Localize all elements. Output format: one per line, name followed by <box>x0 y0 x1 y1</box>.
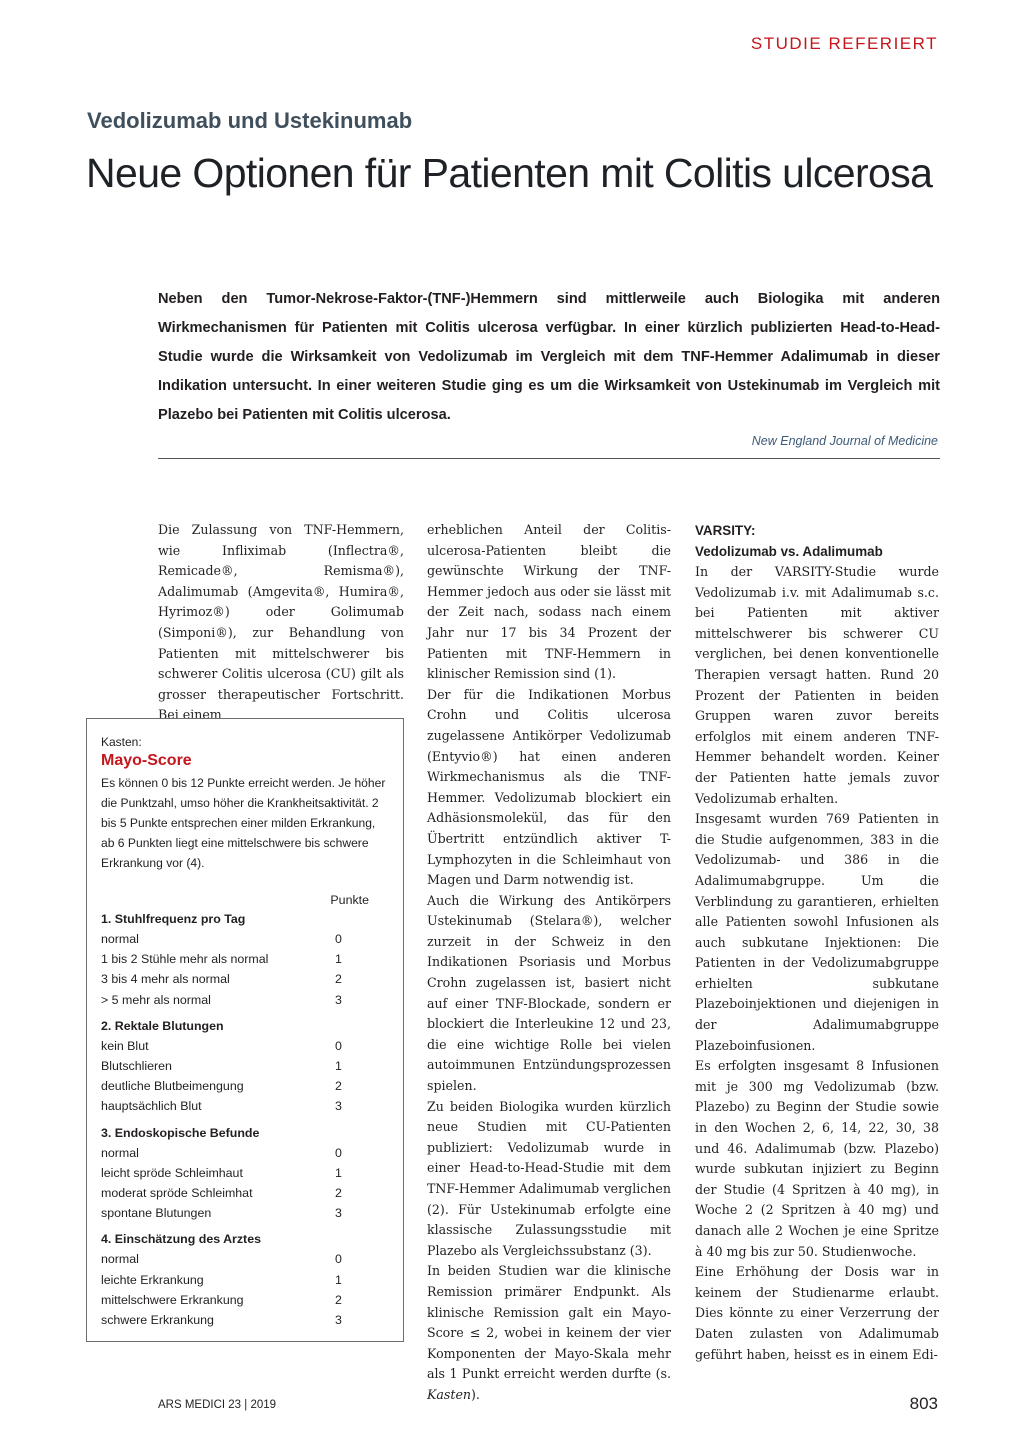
score-row-label: 3 bis 4 mehr als normal <box>101 972 230 987</box>
article-title: Neue Optionen für Patienten mit Colitis ulcerosa <box>86 150 933 196</box>
score-category-title: 4. Einschätzung des Arztes <box>101 1232 261 1247</box>
score-row-label: mittelschwere Erkrankung <box>101 1292 244 1307</box>
score-table <box>101 909 389 1330</box>
score-row <box>101 969 389 989</box>
score-row-label: hauptsächlich Blut <box>101 1099 202 1114</box>
section-label: STUDIE REFERIERT <box>750 34 938 53</box>
score-row-label: Blutschlieren <box>101 1059 172 1074</box>
score-row-label: schwere Erkrankung <box>101 1313 214 1328</box>
box-reference: Kasten <box>427 1386 472 1402</box>
paragraph: In der VARSITY-Studie wurde Vedolizumab i.v. mit Adalimumab s.c. bei Patienten mit aktiver mittelschwerer bis schwerer CU verglichen, bei denen konventionelle Therapien versagt hatten. Rund 20 Prozent der Patienten in beiden Gruppen waren zuvor bereits erfolglos mit einem anderen TNF-Hemmer behandelt worden. Keiner der Patienten hatte jemals zuvor Vedolizumab erhalten. <box>695 564 939 806</box>
score-row <box>101 1056 389 1076</box>
score-row-points: 1 <box>335 1165 342 1180</box>
score-row-label: 1 bis 2 Stühle mehr als normal <box>101 952 269 967</box>
score-row <box>101 1310 389 1330</box>
score-row <box>101 1203 389 1223</box>
subheading: Vedolizumab vs. Adalimumab <box>695 544 883 559</box>
box-label: Kasten: <box>101 735 142 749</box>
score-row-points: 2 <box>335 1079 342 1094</box>
score-row-label: leicht spröde Schleimhaut <box>101 1165 243 1180</box>
subheading: VARSITY: <box>695 523 756 538</box>
score-row-points: 0 <box>335 1252 342 1267</box>
score-row <box>101 949 389 969</box>
article-kicker: Vedolizumab und Ustekinumab <box>87 108 413 133</box>
text-column-1 <box>158 520 404 726</box>
score-row-points: 1 <box>335 1059 342 1074</box>
mayo-score-box <box>86 718 404 1342</box>
score-row-points: 2 <box>335 1292 342 1307</box>
score-row-label: normal <box>101 1145 139 1160</box>
score-row <box>101 1143 389 1163</box>
score-row-points: 0 <box>335 932 342 946</box>
score-row-points: 2 <box>335 972 342 987</box>
score-category-title: 3. Endoskopische Befunde <box>101 1125 260 1140</box>
text-column-2 <box>427 520 671 1406</box>
score-row <box>101 1290 389 1310</box>
paragraph <box>427 1261 671 1405</box>
page-number: 803 <box>909 1394 938 1413</box>
score-row <box>101 1270 389 1290</box>
paragraph: Eine Erhöhung der Dosis war in keinem der Studienarme erlaubt. Dies könnte zu einer Verzerrung der Daten zulasten von Adalimumab geführt haben, heisst es in einem Edi- <box>695 1264 939 1362</box>
score-row-label: normal <box>101 932 139 946</box>
score-row-points: 3 <box>335 1099 342 1114</box>
score-row-points: 3 <box>335 992 342 1007</box>
paragraph: Es erfolgten insgesamt 8 Infusionen mit je 300 mg Vedolizumab (bzw. Plazebo) zu Beginn der Studie sowie in den Wochen 2, 6, 14, 22, 30, 38 und 46. Adalimumab (bzw. Plazebo) wurde subkutan injiziert zu Beginn der Studie (4 Spritzen à 40 mg), in Woche 2 (2 Spritzen à 40 mg) und danach alle 2 Wochen je eine Spritze à 40 mg bis zur 50. Studienwoche. <box>695 1058 939 1259</box>
score-row-label: spontane Blutungen <box>101 1206 212 1221</box>
paragraph-text: ). <box>471 1386 480 1402</box>
box-intro: Es können 0 bis 12 Punkte erreicht werden. Je höher die Punktzahl, umso höher die Krankheitsaktivität. 2 bis 5 Punkte entsprechen einer milden Erkrankung, ab 6 Punkten liegt eine mittelschwere bis schwere Erkrankung vor (4). <box>101 776 386 870</box>
footer-journal: ARS MEDICI 23 | 2019 <box>158 1399 277 1411</box>
text-column-3 <box>695 520 939 1365</box>
score-row-label: moderat spröde Schleimhat <box>101 1186 253 1201</box>
score-row-points: 1 <box>335 952 342 967</box>
score-row-points: 2 <box>335 1186 342 1201</box>
score-category <box>101 1123 389 1224</box>
score-row-label: normal <box>101 1252 139 1267</box>
score-row <box>101 1096 389 1116</box>
paragraph: Die Zulassung von TNF-Hemmern, wie Infliximab (Inflectra®, Remicade®, Remisma®), Adalimumab (Amgevita®, Humira®, Hyrimoz®) oder Golimumab (Simponi®), zur Behandlung von Patienten mit mittelschwerer bis schwerer Colitis ulcerosa (CU) gilt als grosser therapeutischer Fortschritt. Bei einem <box>158 522 404 723</box>
score-row-points: 0 <box>335 1038 342 1053</box>
score-category <box>101 1016 389 1117</box>
score-row-points: 0 <box>335 1145 342 1160</box>
score-row-label: kein Blut <box>101 1038 149 1053</box>
score-row <box>101 990 389 1010</box>
paragraph: Auch die Wirkung des Antikörpers Ustekinumab (Stelara®), welcher zurzeit in der Schweiz in den Indikationen Psoriasis und Morbus Crohn zugelassen ist, basiert nicht auf einer TNF-Blockade, sondern er blockiert die Interleukine 12 und 23, die eine wichtige Rolle bei vielen autoimmunen Entzündungsprozessen spielen. <box>427 892 671 1094</box>
paragraph-text: In beiden Studien war die klinische Remission primärer Endpunkt. Als klinische Remission galt ein Mayo-Score ≤ 2, wobei in keinem der vier Komponenten der Mayo-Skala mehr als 1 Punkt erreicht werden durfte (s. <box>427 1263 671 1382</box>
score-row <box>101 1076 389 1096</box>
article-lead: Neben den Tumor-Nekrose-Faktor-(TNF-)Hemmern sind mittlerweile auch Biologika mit anderen Wirkmechanismen für Patienten mit Colitis ulcerosa verfügbar. In einer kürzlich publizierten Head-to-Head-Studie wurde die Wirksamkeit von Vedolizumab im Vergleich mit dem TNF-Hemmer Adalimumab in dieser Indikation untersucht. In einer weiteren Studie ging es um die Wirksamkeit von Ustekinumab im Vergleich mit Plazebo bei Patienten mit Colitis ulcerosa. <box>158 291 940 423</box>
box-title: Mayo-Score <box>101 752 192 769</box>
score-category-title: 1. Stuhlfrequenz pro Tag <box>101 912 246 926</box>
score-row-label: leichte Erkrankung <box>101 1272 204 1287</box>
score-row-points: 3 <box>335 1313 342 1328</box>
paragraph: Der für die Indikationen Morbus Crohn und Colitis ulcerosa zugelassene Antikörper Vedolizumab (Entyvio®) hat einen anderen Wirkmechanismus als die TNF-Hemmer. Vedolizumab blockiert ein Adhäsionsmolekül, das für den Übertritt entzündlich aktiver T-Lymphozyten in die Schleimhaut von Magen und Darm notwendig ist. <box>427 686 671 888</box>
score-row-points: 1 <box>335 1272 342 1287</box>
score-row-points: 3 <box>335 1206 342 1221</box>
score-category <box>101 1229 389 1330</box>
article-source: New England Journal of Medicine <box>751 434 938 448</box>
score-row <box>101 1036 389 1056</box>
score-row <box>101 1183 389 1203</box>
lead-divider <box>158 458 940 459</box>
score-row-label: > 5 mehr als normal <box>101 992 211 1007</box>
score-row <box>101 1249 389 1269</box>
score-row <box>101 929 389 949</box>
score-row-label: deutliche Blutbeimengung <box>101 1079 244 1094</box>
paragraph: erheblichen Anteil der Colitis-ulcerosa-Patienten bleibt die gewünschte Wirkung der TNF-Hemmer jedoch aus oder sie lässt mit der Zeit nach, sodass nach einem Jahr nur 17 bis 34 Prozent der Patienten mit TNF-Hemmern in klinischer Remission sind (1). <box>427 522 671 682</box>
score-row <box>101 1163 389 1183</box>
points-column-header: Punkte <box>330 893 369 907</box>
score-category <box>101 909 389 1010</box>
score-category-title: 2. Rektale Blutungen <box>101 1018 224 1033</box>
paragraph: Zu beiden Biologika wurden kürzlich neue Studien mit CU-Patienten publiziert: Vedolizumab wurde in einer Head-to-Head-Studie mit dem TNF-Hemmer Adalimumab verglichen (2). Für Ustekinumab erfolgte eine klassische Zulassungsstudie mit Plazebo als Vergleichssubstanz (3). <box>427 1098 671 1258</box>
paragraph: Insgesamt wurden 769 Patienten in die Studie aufgenommen, 383 in die Vedolizumab- und 386 in die Adalimumabgruppe. Um die Verblindung zu garantieren, erhielten alle Patienten sowohl Infusionen als auch subkutane Injektionen: Die Patienten in der Vedolizumabgruppe erhielten subkutane Plazeboinjektionen und diejenigen in der Adalimumabgruppe Plazeboinfusionen. <box>695 811 939 1053</box>
